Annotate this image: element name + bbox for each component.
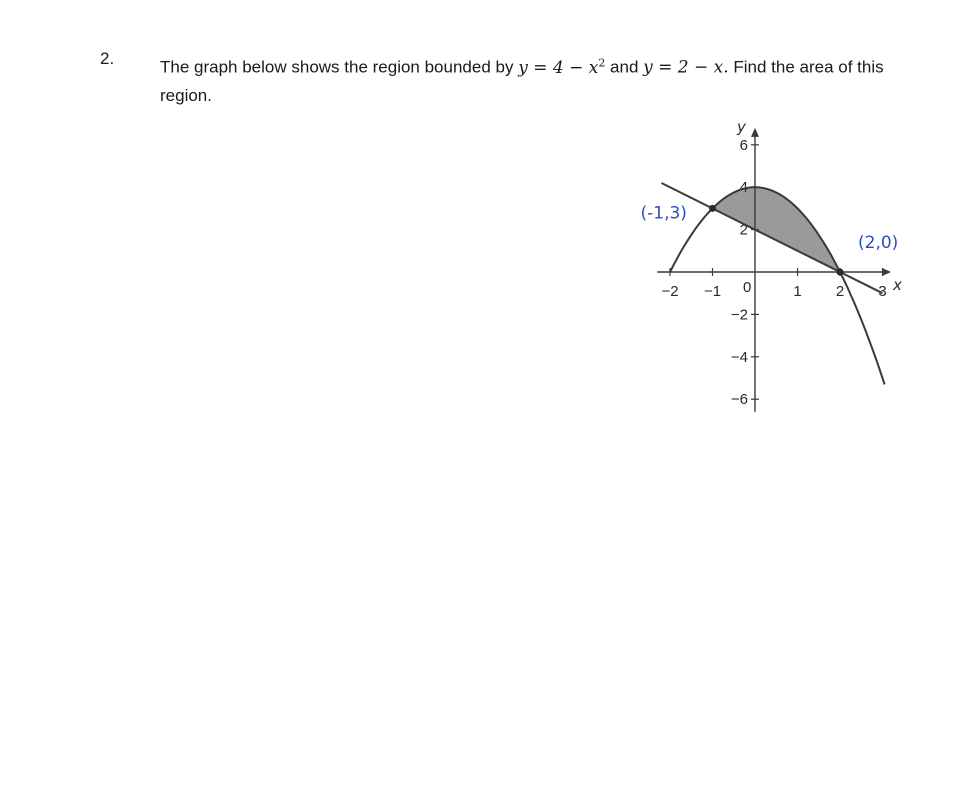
intersection-point xyxy=(709,205,716,212)
x-tick-label: −1 xyxy=(703,283,722,300)
y-axis-arrowhead xyxy=(751,128,759,137)
x-tick-label: −2 xyxy=(661,283,679,300)
equation-parabola xyxy=(518,58,605,78)
y-axis-label: y xyxy=(737,117,746,136)
x-tick-label: 3 xyxy=(878,283,887,300)
equation-parabola-exponent: 2 xyxy=(598,56,606,69)
y-tick-label: −2 xyxy=(730,306,748,324)
x-tick-label: 1 xyxy=(793,283,802,300)
equation-parabola-base: y = 4 − x xyxy=(518,57,599,78)
intersection-point-label: (2,0) xyxy=(858,233,899,253)
y-tick-label: −6 xyxy=(730,391,748,409)
problem-intro-text: The graph below shows the region bounded by xyxy=(160,57,519,77)
y-tick-label: 6 xyxy=(739,136,748,154)
intersection-point-label: (-1,3) xyxy=(640,203,687,224)
x-axis-label: x xyxy=(893,276,902,294)
problem-statement xyxy=(160,49,930,109)
shaded-region xyxy=(713,187,841,272)
intersection-point xyxy=(837,269,844,276)
equation-line: y = 2 − x. xyxy=(643,57,729,78)
problem-and-text: and xyxy=(605,57,644,77)
y-tick-label: −4 xyxy=(730,348,748,366)
problem-rest-text: Find the area of this region. xyxy=(160,57,884,105)
graph-svg xyxy=(620,105,920,435)
x-tick-label: 2 xyxy=(835,283,845,300)
origin-label: 0 xyxy=(743,279,752,296)
y-tick-label: 4 xyxy=(739,179,748,197)
problem-number: 2. xyxy=(100,49,115,68)
x-axis-arrowhead xyxy=(882,268,891,276)
region-graph xyxy=(620,105,920,435)
y-tick-label: 2 xyxy=(739,221,748,239)
